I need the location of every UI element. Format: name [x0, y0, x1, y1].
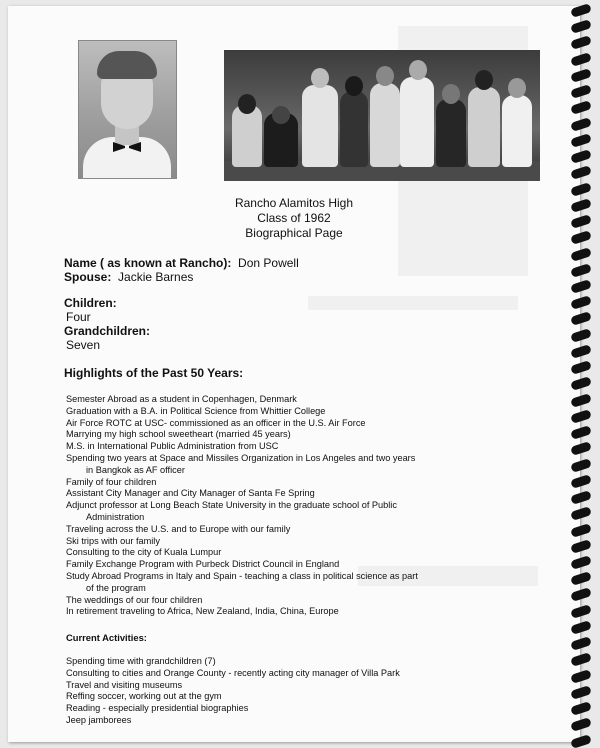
spiral-coil [570, 101, 592, 116]
highlight-text: Family of four children [66, 476, 157, 487]
spiral-coil [570, 734, 592, 748]
spiral-coil [570, 133, 592, 148]
spiral-coil [570, 295, 592, 310]
grandchildren-value: Seven [66, 338, 101, 352]
highlight-item [66, 441, 516, 453]
spiral-coil [570, 523, 592, 538]
school-name: Rancho Alamitos High [234, 196, 354, 210]
spiral-coil [570, 555, 592, 570]
spiral-coil [570, 19, 592, 34]
spiral-coil [570, 653, 592, 668]
spiral-coil [570, 441, 592, 456]
spiral-coil [570, 490, 592, 505]
highlight-item [66, 595, 516, 607]
highlight-text: Semester Abroad as a student in Copenhagen, Denmark [66, 394, 297, 404]
activity-item: Travel and visiting museums [66, 679, 183, 690]
highlight-text: The weddings of our four children [66, 594, 203, 605]
highlight-text: Consulting to the city of Kuala Lumpur [66, 547, 222, 558]
highlight-item [66, 571, 516, 595]
highlight-item [66, 453, 516, 477]
grandchildren-label: Grandchildren: [64, 324, 151, 338]
activity-item: Spending time with grandchildren (7) [66, 656, 216, 666]
highlight-text: M.S. in International Public Administration from USC [66, 441, 279, 452]
highlight-item [66, 524, 516, 536]
highlight-item [66, 559, 516, 571]
highlight-text: Spending two years at Space and Missiles Organization in Los Angeles and two years [66, 452, 416, 463]
activity-item: Reffing soccer, working out at the gym [66, 691, 222, 702]
highlights-list [66, 394, 516, 618]
spiral-coil [570, 68, 592, 83]
spiral-coil [570, 263, 592, 278]
spiral-coil [570, 425, 592, 440]
senior-portrait-photo [78, 40, 177, 179]
spiral-coil [570, 36, 592, 51]
spiral-coil [570, 312, 592, 327]
spiral-coil [570, 247, 592, 262]
highlight-text: Marrying my high school sweetheart (married 45 years) [66, 429, 291, 440]
highlight-item [66, 394, 516, 406]
spiral-coil [570, 117, 592, 132]
highlight-item [66, 606, 516, 618]
spiral-coil [570, 571, 592, 586]
spouse-field [64, 270, 193, 284]
spiral-coil [570, 409, 592, 424]
highlight-continuation: of the program [86, 582, 146, 593]
highlight-continuation: in Bangkok as AF officer [86, 464, 185, 475]
children-value: Four [66, 310, 91, 324]
spiral-coil [570, 669, 592, 684]
spiral-coil [570, 230, 592, 245]
spiral-coil [570, 344, 592, 359]
class-year: Class of 1962 [257, 211, 331, 225]
highlight-item [66, 488, 516, 500]
spiral-coil [570, 604, 592, 619]
highlight-continuation: Administration [86, 511, 145, 522]
highlight-text: Family Exchange Program with Purbeck District Council in England [66, 559, 340, 570]
spiral-coil [570, 328, 592, 343]
highlight-text: Air Force ROTC at USC- commissioned as an officer in the U.S. Air Force [66, 417, 366, 428]
page-type: Biographical Page [245, 226, 343, 240]
current-activities-title: Current Activities: [66, 632, 147, 643]
highlight-text: Ski trips with our family [66, 535, 160, 546]
spiral-binding [568, 4, 594, 748]
spiral-coil [570, 393, 592, 408]
highlight-item [66, 418, 516, 430]
spiral-coil [570, 182, 592, 197]
activity-item: Reading - especially presidential biographies [66, 703, 249, 714]
highlight-item [66, 500, 516, 524]
highlight-text: Adjunct professor at Long Beach State University in the graduate school of Public [66, 500, 397, 511]
highlight-text: Study Abroad Programs in Italy and Spain - teaching a class in political science as part [66, 570, 418, 581]
spiral-coil [570, 165, 592, 180]
show-through-shade [308, 296, 518, 310]
spiral-coil [570, 636, 592, 651]
highlight-item [66, 429, 516, 441]
spiral-coil [570, 620, 592, 635]
spiral-coil [570, 474, 592, 489]
spiral-coil [570, 84, 592, 99]
highlight-item [66, 547, 516, 559]
spiral-coil [570, 685, 592, 700]
spiral-coil [570, 506, 592, 521]
spiral-coil [570, 701, 592, 716]
spiral-coil [570, 3, 592, 18]
activity-item: Jeep jamborees [66, 714, 132, 725]
children-label: Children: [64, 296, 117, 310]
spiral-coil [570, 377, 592, 392]
spiral-coil [570, 198, 592, 213]
spiral-coil [570, 458, 592, 473]
spiral-coil [570, 149, 592, 164]
highlight-item [66, 477, 516, 489]
highlight-text: Assistant City Manager and City Manager of Santa Fe Spring [66, 488, 315, 499]
spiral-coil [570, 539, 592, 554]
activity-item: Consulting to cities and Orange County - recently acting city manager of Villa Park [66, 667, 400, 678]
highlight-text: In retirement traveling to Africa, New Zealand, India, China, Europe [66, 606, 339, 617]
name-value: Don Powell [238, 256, 299, 270]
page-header [8, 196, 580, 241]
spiral-coil [570, 52, 592, 67]
spouse-value: Jackie Barnes [118, 270, 194, 284]
spiral-coil [570, 360, 592, 375]
spiral-coil [570, 279, 592, 294]
spiral-coil [570, 717, 592, 732]
spouse-label: Spouse: [64, 270, 112, 284]
spiral-coil [570, 588, 592, 603]
name-label: Name ( as known at Rancho): [64, 256, 232, 270]
current-activities-list [66, 656, 516, 727]
highlight-text: Graduation with a B.A. in Political Science from Whittier College [66, 405, 326, 416]
name-field [64, 256, 299, 270]
highlight-item [66, 536, 516, 548]
highlight-text: Traveling across the U.S. and to Europe with our family [66, 523, 291, 534]
yearbook-page [8, 6, 580, 742]
family-group-photo [224, 50, 540, 181]
spiral-coil [570, 214, 592, 229]
highlights-title: Highlights of the Past 50 Years: [64, 366, 244, 380]
highlight-item [66, 406, 516, 418]
